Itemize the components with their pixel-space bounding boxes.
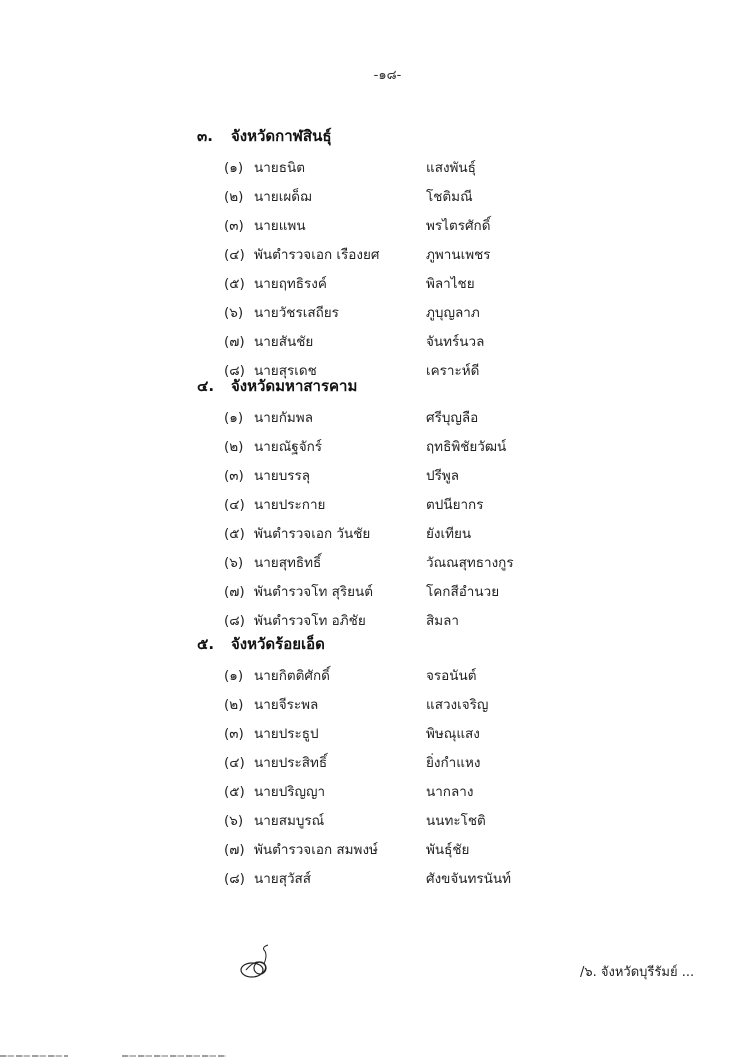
list-item [197, 210, 697, 239]
section-heading [197, 120, 697, 152]
section-maha-sarakham [197, 370, 697, 634]
item-number: (๗) [224, 841, 245, 858]
item-number: (๘) [224, 612, 245, 629]
list-item [197, 297, 697, 326]
scan-edge-left [0, 1055, 68, 1057]
surname: โคกสีอำนวย [426, 583, 500, 600]
given-name: นายกิตติศักดิ์ [254, 667, 330, 684]
given-name: นายประธูป [254, 725, 319, 742]
section-kalasin [197, 120, 697, 384]
list-item [197, 402, 697, 431]
given-name: พันตำรวจเอก สมพงษ์ [254, 841, 378, 858]
item-number: (๕) [224, 275, 245, 292]
section-number: ๓. [197, 127, 213, 145]
given-name: นายประสิทธิ์ [254, 754, 328, 771]
surname: แสงพันธุ์ [426, 159, 476, 176]
list-item [197, 689, 697, 718]
list-item [197, 776, 697, 805]
surname: ฤทธิพิชัยวัฒน์ [426, 438, 507, 455]
given-name: นายสันชัย [254, 333, 314, 350]
list-item [197, 547, 697, 576]
given-name: นายณัฐจักร์ [254, 438, 323, 455]
section-heading [197, 628, 697, 660]
item-number: (๘) [224, 870, 245, 887]
given-name: นายฤทธิรงค์ [254, 275, 327, 292]
given-name: พันตำรวจเอก วันชัย [254, 525, 371, 542]
list-item [197, 460, 697, 489]
surname: เคราะห์ดี [426, 362, 480, 379]
item-number: (๒) [224, 438, 244, 455]
given-name: นายสุรเดช [254, 362, 317, 379]
item-number: (๒) [224, 188, 244, 205]
list-item [197, 834, 697, 863]
item-number: (๖) [224, 304, 244, 321]
list-item [197, 239, 697, 268]
list-item [197, 660, 697, 689]
section-heading [197, 370, 697, 402]
surname: ยังเทียน [426, 525, 472, 542]
item-number: (๕) [224, 783, 245, 800]
surname: จันทร์นวล [426, 333, 485, 350]
given-name: พันตำรวจโท อภิชัย [254, 612, 366, 629]
surname: ภูพานเพชร [426, 246, 491, 263]
province-name: จังหวัดร้อยเอ็ด [231, 635, 325, 653]
given-name: พันตำรวจเอก เรืองยศ [254, 246, 380, 263]
surname: โชติมณี [426, 188, 473, 205]
given-name: นายกัมพล [254, 409, 313, 426]
item-number: (๔) [224, 246, 245, 263]
surname: พันธุ์ชัย [426, 841, 470, 858]
given-name: นายจีระพล [254, 696, 319, 713]
item-number: (๔) [224, 754, 245, 771]
item-number: (๓) [224, 725, 244, 742]
item-number: (๘) [224, 362, 245, 379]
surname: จรอนันต์ [426, 667, 477, 684]
item-number: (๒) [224, 696, 244, 713]
page-number: -๑๘- [373, 68, 402, 83]
item-number: (๖) [224, 554, 244, 571]
list-item [197, 489, 697, 518]
surname: พิษณุแสง [426, 725, 480, 742]
item-number: (๑) [224, 667, 244, 684]
given-name: นายปริญญา [254, 783, 326, 800]
item-number: (๑) [224, 409, 244, 426]
given-name: นายธนิต [254, 159, 305, 176]
surname: พรไตรศักดิ์ [426, 217, 491, 234]
section-roi-et [197, 628, 697, 892]
list-item [197, 152, 697, 181]
given-name: นายวัชรเสถียร [254, 304, 339, 321]
continuation-note: /๖. จังหวัดบุรีรัมย์ ... [580, 965, 695, 980]
section-number: ๔. [197, 377, 215, 395]
item-number: (๓) [224, 467, 244, 484]
list-item [197, 181, 697, 210]
given-name: นายสุวัสส์ [254, 870, 312, 887]
given-name: นายบรรลุ [254, 467, 311, 484]
item-number: (๕) [224, 525, 245, 542]
surname: ศรีบุญลือ [426, 409, 479, 426]
given-name: นายเผด็ฌ [254, 188, 312, 205]
list-item [197, 805, 697, 834]
province-name: จังหวัดมหาสารคาม [231, 377, 358, 395]
signature-icon [238, 944, 280, 982]
surname: ภูบุญลาภ [426, 304, 480, 321]
list-item [197, 863, 697, 892]
given-name: พันตำรวจโท สุริยนต์ [254, 583, 374, 600]
list-item [197, 518, 697, 547]
list-item [197, 576, 697, 605]
section-number: ๕. [197, 635, 215, 653]
surname: ตปนียากร [426, 496, 484, 513]
item-number: (๔) [224, 496, 245, 513]
surname: พิลาไชย [426, 275, 475, 292]
list-item [197, 326, 697, 355]
surname: แสวงเจริญ [426, 696, 489, 713]
list-item [197, 431, 697, 460]
surname: ยิ่งกำแหง [426, 754, 481, 771]
given-name: นายสุทธิทธิ์ [254, 554, 322, 571]
surname: วัณณสุทธางกูร [426, 554, 514, 571]
given-name: นายสมบูรณ์ [254, 812, 325, 829]
scan-edge-right [122, 1055, 226, 1057]
item-number: (๓) [224, 217, 244, 234]
surname: นนทะโชติ [426, 812, 486, 829]
list-item [197, 718, 697, 747]
surname: ศังขจันทรนันท์ [426, 870, 512, 887]
list-item [197, 268, 697, 297]
surname: สิมลา [426, 612, 459, 629]
item-number: (๖) [224, 812, 244, 829]
given-name: นายแพน [254, 217, 306, 234]
list-item [197, 747, 697, 776]
surname: นากลาง [426, 783, 474, 800]
province-name: จังหวัดกาฬสินธุ์ [231, 127, 332, 145]
item-number: (๑) [224, 159, 244, 176]
item-number: (๗) [224, 583, 245, 600]
surname: ปรีพูล [426, 467, 459, 484]
given-name: นายประกาย [254, 496, 326, 513]
item-number: (๗) [224, 333, 245, 350]
